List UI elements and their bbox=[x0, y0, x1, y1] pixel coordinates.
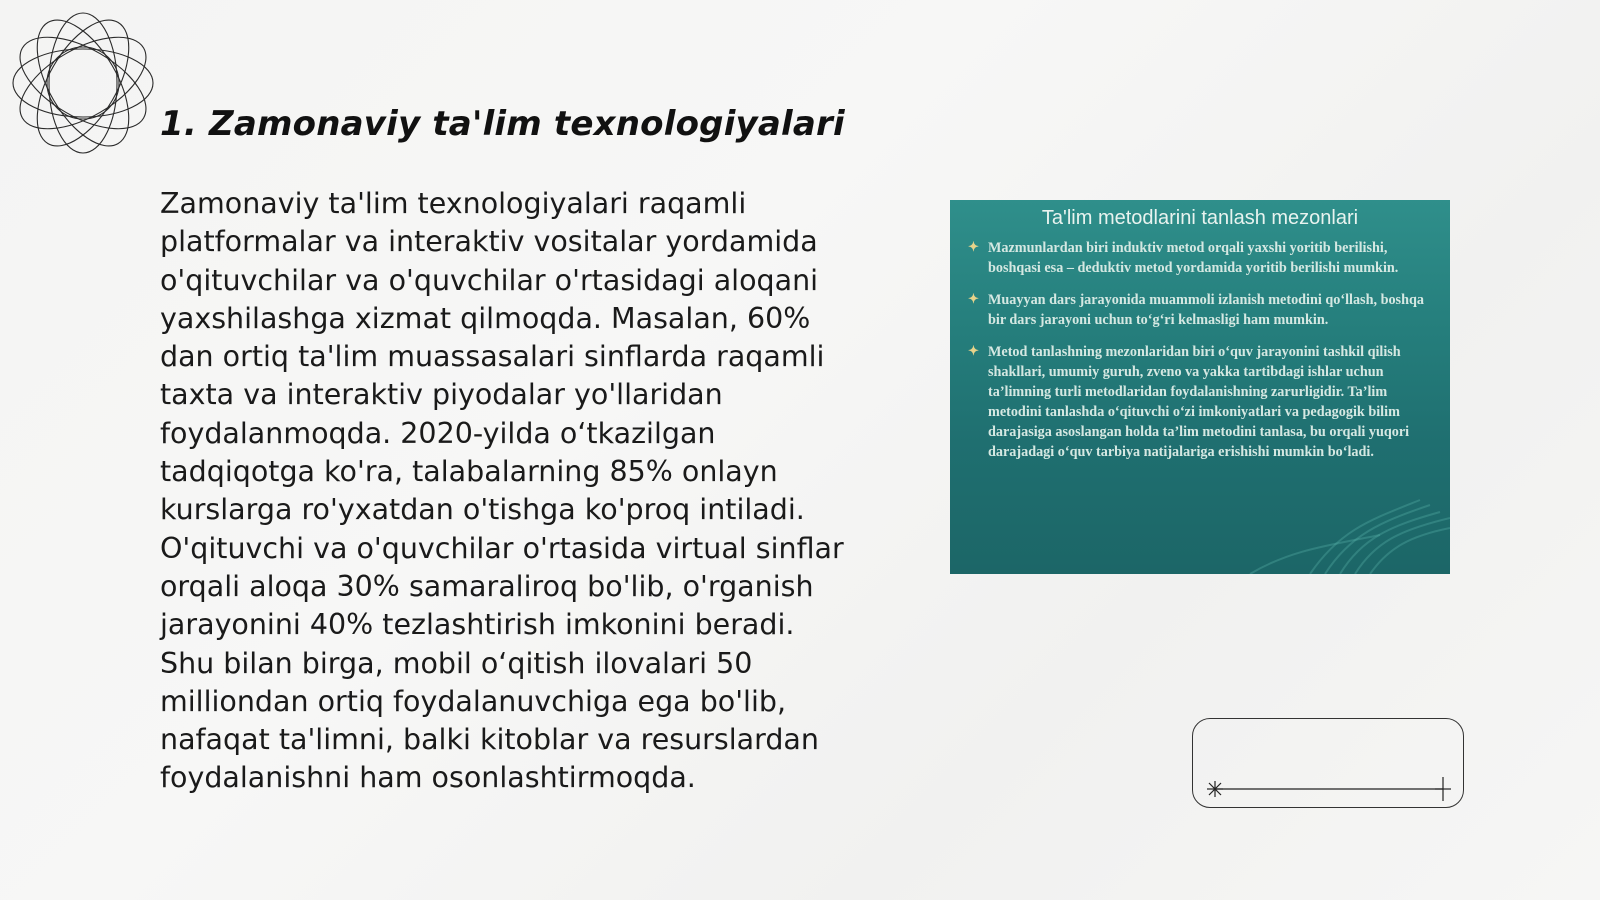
slide-bullet bbox=[968, 290, 1434, 330]
slide-bullet bbox=[968, 342, 1434, 462]
slide-bullet-text: Metod tanlashning mezonlaridan biri o‘quv jarayonini tashkil qilish shakllari, umumiy guruh, zveno va yakka tartibdagi ishlar uchun ta’limning turli metodlaridan foydalanishning zarurligidir. Ta’lim metodini tanlashda o‘qituvchi o‘zi imkoniyatlari va pedagogik bilim darajasiga asoslangan holda ta’lim metodini tanlasa, bu orqali yuqori darajadagi o‘quv tarbiya natijalariga erishishi mumkin bo‘ladi. bbox=[988, 344, 1410, 460]
page-title: 1. Zamonaviy ta'lim texnologiyalari bbox=[160, 104, 845, 144]
slide-bullet-text: Muayyan dars jarayonida muammoli izlanish metodini qo‘llash, boshqa bir dars jarayoni uchun to‘g‘ri kelmasligi ham mumkin. bbox=[988, 292, 1424, 328]
slide-image bbox=[950, 200, 1450, 574]
slide-bullet bbox=[968, 238, 1434, 278]
decorative-frame bbox=[1192, 718, 1464, 808]
slide-title: Ta'lim metodlarini tanlash mezonlari bbox=[1041, 207, 1359, 229]
star-line-icon bbox=[1193, 719, 1465, 809]
star-bullet-icon: ✦ bbox=[968, 343, 979, 358]
body-paragraph: Zamonaviy ta'lim texnologiyalari raqamli platformalar va interaktiv vositalar yordamida o'qituvchilar va o'quvchilar o'rtasidagi aloqani yaxshilashga xizmat qilmoqda. Masalan, 60% dan ortiq ta'lim muassasalari sinflarda raqamli taxta va interaktiv piyodalar yo'llaridan foydalanmoqda. 2020-yilda o‘tkazilgan tadqiqotga ko'ra, talabalarning 85% onlayn kurslarga ro'yxatdan o'tishga ko'proq intiladi. O'qituvchi va o'quvchilar o'rtasida virtual sinflar orqali aloqa 30% samaraliroq bo'lib, o'rganish jarayonini 40% tezlashtirish imkonini beradi. Shu bilan birga, mobil o‘qitish ilovalari 50 milliondan ortiq foydalanuvchiga ega bo'lib, nafaqat ta'limni, balki kitoblar va resurslardan foydalanishni ham osonlashtirmoqda. bbox=[160, 187, 844, 795]
star-bullet-icon: ✦ bbox=[968, 291, 979, 306]
slide-bullet-text: Mazmunlardan biri induktiv metod orqali yaxshi yoritib berilishi, boshqasi esa – deduktiv metod yordamida yoritib berilishi mumkin. bbox=[988, 240, 1399, 276]
slide-bullet-list bbox=[968, 238, 1434, 474]
star-bullet-icon: ✦ bbox=[968, 239, 979, 254]
line-art-orb-icon bbox=[8, 8, 158, 158]
